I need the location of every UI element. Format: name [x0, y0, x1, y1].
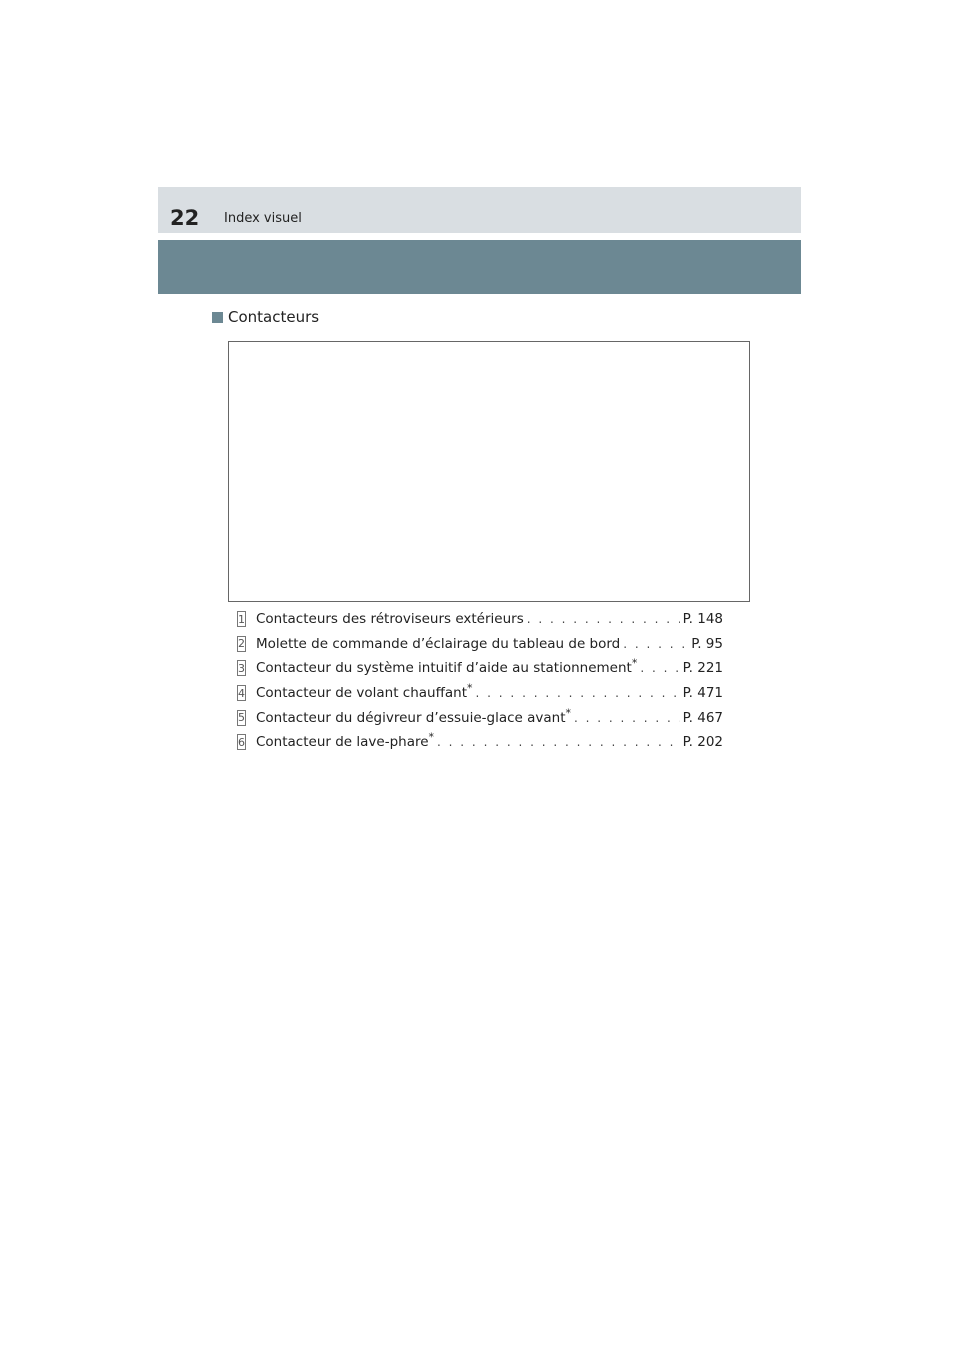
list-item: [237, 632, 723, 657]
square-bullet-icon: [212, 312, 223, 323]
item-label-text: Contacteur du dégivreur d’essuie-glace avant: [256, 709, 566, 726]
item-label: [256, 730, 435, 751]
item-label: [256, 706, 571, 726]
asterisk-mark: *: [428, 730, 435, 744]
item-label-text: Contacteur de volant chauffant: [256, 685, 468, 702]
list-item: [237, 730, 723, 755]
section-title: Index visuel: [224, 211, 302, 226]
page-reference: P. 148: [682, 611, 723, 628]
page-reference: P. 95: [691, 635, 723, 652]
page-reference: P. 221: [682, 660, 723, 677]
asterisk-mark: *: [467, 681, 473, 695]
asterisk-mark: *: [565, 706, 571, 720]
list-item: [237, 681, 723, 706]
subheading: [212, 308, 319, 326]
item-label: [256, 681, 473, 702]
asterisk-mark: *: [631, 656, 638, 670]
leader-dots: [623, 637, 688, 651]
item-number-badge: 4: [238, 686, 245, 700]
item-number-badge: 5: [238, 711, 245, 725]
item-number-badge: 1: [238, 612, 245, 626]
leader-dots: [574, 711, 680, 725]
item-label: Molette de commande d’éclairage du tableau de bord: [256, 635, 621, 652]
list-item: [237, 705, 723, 730]
leader-dots: [476, 686, 680, 700]
page-number: 22: [170, 206, 200, 230]
section-band: [158, 240, 801, 294]
page-reference: P. 467: [682, 709, 723, 726]
item-list: [237, 607, 723, 755]
list-item: [237, 656, 723, 681]
item-label: [256, 656, 638, 677]
leader-dots: [640, 661, 679, 675]
leader-dots: [437, 735, 680, 749]
page-reference: P. 471: [682, 685, 723, 702]
item-number-badge: 3: [238, 661, 245, 675]
list-item: [237, 607, 723, 632]
subheading-text: Contacteurs: [228, 308, 320, 326]
item-label: Contacteurs des rétroviseurs extérieurs: [256, 611, 524, 628]
page-reference: P. 202: [682, 734, 723, 751]
item-label-text: Contacteur du système intuitif d’aide au stationnement: [256, 660, 632, 677]
item-number-badge: 2: [238, 637, 245, 651]
figure-frame: [228, 341, 750, 602]
header-bar: [158, 187, 801, 233]
leader-dots: [527, 612, 680, 626]
item-label-text: Contacteur de lave-phare: [256, 734, 429, 751]
item-number-badge: 6: [238, 735, 245, 749]
